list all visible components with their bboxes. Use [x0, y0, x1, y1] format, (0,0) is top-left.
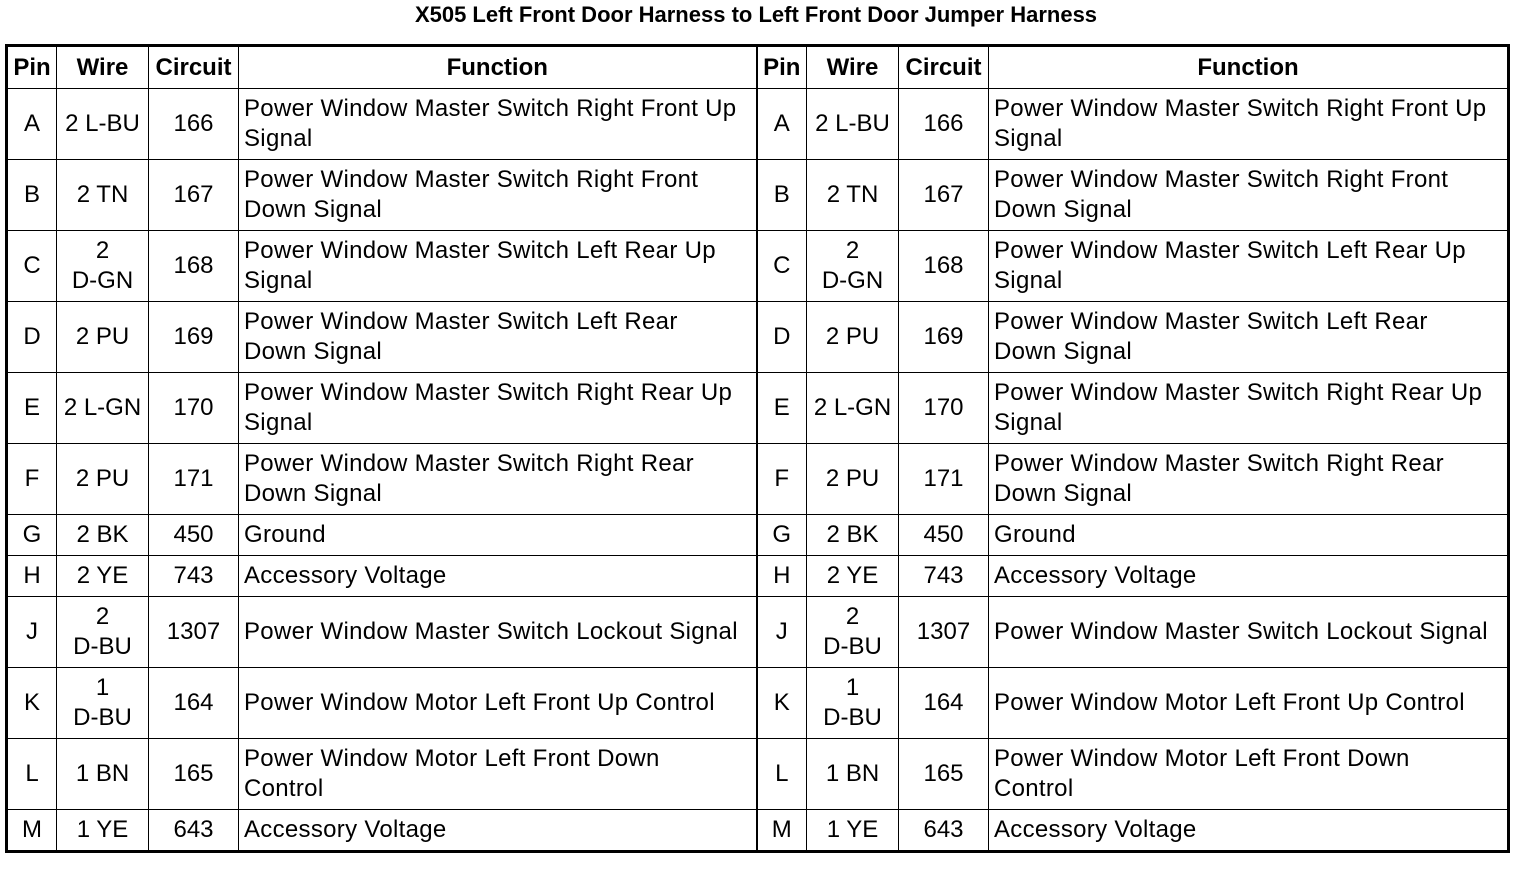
header-function: Function: [989, 46, 1509, 89]
pin-cell: M: [757, 810, 807, 852]
table-body: [7, 89, 1509, 852]
function-line: Down Signal: [994, 480, 1133, 507]
wire-line: D-GN: [821, 267, 884, 294]
function-cell: [239, 597, 757, 668]
wire-cell: [57, 515, 149, 556]
circuit-cell: 165: [899, 739, 989, 810]
wire-line: 2 L-GN: [813, 394, 892, 421]
wire-cell: [57, 668, 149, 739]
circuit-cell: 164: [149, 668, 239, 739]
function-line: Signal: [994, 409, 1063, 436]
wire-line: 2 L-GN: [63, 394, 142, 421]
circuit-cell: 165: [149, 739, 239, 810]
function-cell: [239, 302, 757, 373]
wire-cell: [807, 739, 899, 810]
pin-cell: D: [7, 302, 57, 373]
function-line: Control: [244, 775, 324, 802]
table-row: [7, 597, 1509, 668]
pin-cell: L: [757, 739, 807, 810]
function-cell: [239, 810, 757, 852]
function-cell: [989, 302, 1509, 373]
header-pin: Pin: [757, 46, 807, 89]
function-cell: [239, 444, 757, 515]
function-cell: [989, 515, 1509, 556]
wire-cell: [807, 444, 899, 515]
circuit-cell: 450: [149, 515, 239, 556]
pin-cell: G: [757, 515, 807, 556]
table-row: [7, 89, 1509, 160]
function-line: Down Signal: [994, 196, 1133, 223]
header-pin: Pin: [7, 46, 57, 89]
pin-cell: B: [757, 160, 807, 231]
pin-cell: D: [757, 302, 807, 373]
header-circuit: Circuit: [899, 46, 989, 89]
wire-cell: [57, 444, 149, 515]
wire-line: 2 BK: [76, 521, 129, 548]
circuit-cell: 164: [899, 668, 989, 739]
function-line: Down Signal: [244, 196, 383, 223]
wire-line: 1: [95, 674, 110, 701]
circuit-cell: 643: [899, 810, 989, 852]
table-row: [7, 373, 1509, 444]
pin-cell: J: [7, 597, 57, 668]
function-cell: [989, 810, 1509, 852]
header-row: [7, 46, 1509, 89]
function-line: Power Window Master Switch Right Rear: [244, 450, 694, 477]
function-cell: [989, 89, 1509, 160]
circuit-cell: 171: [899, 444, 989, 515]
wire-cell: [57, 597, 149, 668]
circuit-cell: 168: [149, 231, 239, 302]
wire-cell: [57, 739, 149, 810]
function-cell: [239, 739, 757, 810]
wire-cell: [807, 668, 899, 739]
circuit-cell: 170: [149, 373, 239, 444]
function-cell: [239, 556, 757, 597]
function-line: Signal: [994, 267, 1063, 294]
wire-cell: [57, 231, 149, 302]
wire-line: 2 BK: [826, 521, 879, 548]
wire-cell: [57, 160, 149, 231]
wire-line: 2: [845, 603, 860, 630]
circuit-cell: 168: [899, 231, 989, 302]
pinout-table: [5, 44, 1510, 853]
function-line: Signal: [244, 125, 313, 152]
pin-cell: H: [7, 556, 57, 597]
wire-line: 2 L-BU: [815, 110, 890, 137]
header-wire: Wire: [57, 46, 149, 89]
function-line: Power Window Motor Left Front Up Control: [994, 689, 1465, 716]
wire-line: D-BU: [73, 704, 132, 731]
wire-line: 2: [95, 237, 110, 264]
function-line: Power Window Master Switch Right Front Up: [994, 95, 1487, 122]
pin-cell: L: [7, 739, 57, 810]
circuit-cell: 1307: [899, 597, 989, 668]
function-line: Power Window Master Switch Right Rear: [994, 450, 1444, 477]
pin-cell: G: [7, 515, 57, 556]
wire-cell: [57, 556, 149, 597]
function-line: Power Window Master Switch Right Front Up: [244, 95, 737, 122]
wire-line: D-BU: [73, 633, 132, 660]
function-line: Power Window Master Switch Left Rear: [994, 308, 1428, 335]
function-line: Power Window Master Switch Right Front: [244, 166, 699, 193]
table-title: X505 Left Front Door Harness to Left Front Door Jumper Harness: [414, 2, 1098, 27]
wire-line: 1 BN: [825, 760, 880, 787]
table-row: [7, 231, 1509, 302]
function-line: Signal: [244, 409, 313, 436]
table-row: [7, 556, 1509, 597]
function-cell: [239, 89, 757, 160]
wire-line: D-GN: [71, 267, 134, 294]
wire-line: 2 L-BU: [65, 110, 140, 137]
function-line: Accessory Voltage: [244, 562, 447, 589]
function-line: Signal: [994, 125, 1063, 152]
circuit-cell: 743: [899, 556, 989, 597]
function-cell: [989, 739, 1509, 810]
function-line: Control: [994, 775, 1074, 802]
circuit-cell: 170: [899, 373, 989, 444]
wire-cell: [57, 89, 149, 160]
function-line: Power Window Master Switch Right Rear Up: [244, 379, 733, 406]
header-function: Function: [239, 46, 757, 89]
pin-cell: E: [7, 373, 57, 444]
wire-cell: [807, 810, 899, 852]
wire-cell: [57, 810, 149, 852]
function-line: Down Signal: [244, 338, 383, 365]
wire-line: 1 YE: [76, 816, 129, 843]
wire-line: 2 PU: [825, 323, 880, 350]
pin-cell: K: [757, 668, 807, 739]
wire-line: 1: [845, 674, 860, 701]
function-line: Ground: [244, 521, 326, 548]
header-wire: Wire: [807, 46, 899, 89]
wire-line: D-BU: [823, 704, 882, 731]
function-cell: [239, 160, 757, 231]
circuit-cell: 167: [899, 160, 989, 231]
circuit-cell: 169: [899, 302, 989, 373]
circuit-cell: 167: [149, 160, 239, 231]
function-line: Power Window Master Switch Lockout Signal: [244, 618, 738, 645]
function-line: Power Window Master Switch Left Rear Up: [244, 237, 716, 264]
table-row: [7, 160, 1509, 231]
function-line: Down Signal: [994, 338, 1133, 365]
function-line: Accessory Voltage: [994, 562, 1197, 589]
pin-cell: M: [7, 810, 57, 852]
function-line: Ground: [994, 521, 1076, 548]
wire-cell: [807, 597, 899, 668]
wire-line: 2: [845, 237, 860, 264]
function-cell: [989, 556, 1509, 597]
table-row: [7, 668, 1509, 739]
wire-cell: [807, 89, 899, 160]
pin-cell: B: [7, 160, 57, 231]
table-row: [7, 444, 1509, 515]
wire-line: 2: [95, 603, 110, 630]
circuit-cell: 166: [149, 89, 239, 160]
pin-cell: F: [757, 444, 807, 515]
wire-line: 2 PU: [825, 465, 880, 492]
wire-line: 2 PU: [75, 323, 130, 350]
wire-line: D-BU: [823, 633, 882, 660]
pin-cell: C: [7, 231, 57, 302]
function-cell: [239, 515, 757, 556]
function-cell: [989, 231, 1509, 302]
function-line: Power Window Motor Left Front Up Control: [244, 689, 715, 716]
pin-cell: J: [757, 597, 807, 668]
circuit-cell: 743: [149, 556, 239, 597]
wire-line: 1 BN: [75, 760, 130, 787]
function-cell: [989, 597, 1509, 668]
wire-cell: [807, 515, 899, 556]
table-row: [7, 302, 1509, 373]
wire-cell: [807, 302, 899, 373]
function-cell: [239, 231, 757, 302]
circuit-cell: 1307: [149, 597, 239, 668]
pin-cell: H: [757, 556, 807, 597]
wire-cell: [807, 231, 899, 302]
function-line: Power Window Master Switch Right Front: [994, 166, 1449, 193]
wire-line: 2 YE: [826, 562, 879, 589]
table-row: [7, 739, 1509, 810]
function-cell: [239, 668, 757, 739]
function-cell: [239, 373, 757, 444]
wire-cell: [807, 373, 899, 444]
pin-cell: E: [757, 373, 807, 444]
header-circuit: Circuit: [149, 46, 239, 89]
function-cell: [989, 444, 1509, 515]
pin-cell: A: [7, 89, 57, 160]
wire-line: 2 TN: [826, 181, 879, 208]
function-line: Signal: [244, 267, 313, 294]
function-line: Power Window Motor Left Front Down: [994, 745, 1410, 772]
wire-line: 2 TN: [76, 181, 129, 208]
circuit-cell: 166: [899, 89, 989, 160]
pin-cell: C: [757, 231, 807, 302]
table-row: [7, 810, 1509, 852]
wire-cell: [57, 373, 149, 444]
circuit-cell: 450: [899, 515, 989, 556]
pin-cell: A: [757, 89, 807, 160]
circuit-cell: 171: [149, 444, 239, 515]
function-cell: [989, 160, 1509, 231]
function-cell: [989, 668, 1509, 739]
function-line: Down Signal: [244, 480, 383, 507]
wire-line: 1 YE: [826, 816, 879, 843]
function-line: Power Window Master Switch Right Rear Up: [994, 379, 1483, 406]
wire-line: 2 YE: [76, 562, 129, 589]
function-cell: [989, 373, 1509, 444]
table-row: [7, 515, 1509, 556]
pin-cell: K: [7, 668, 57, 739]
wire-line: 2 PU: [75, 465, 130, 492]
pin-cell: F: [7, 444, 57, 515]
function-line: Power Window Master Switch Left Rear: [244, 308, 678, 335]
circuit-cell: 169: [149, 302, 239, 373]
wire-cell: [57, 302, 149, 373]
function-line: Accessory Voltage: [244, 816, 447, 843]
function-line: Power Window Master Switch Left Rear Up: [994, 237, 1466, 264]
function-line: Power Window Master Switch Lockout Signal: [994, 618, 1488, 645]
wire-cell: [807, 556, 899, 597]
circuit-cell: 643: [149, 810, 239, 852]
function-line: Accessory Voltage: [994, 816, 1197, 843]
function-line: Power Window Motor Left Front Down: [244, 745, 660, 772]
wire-cell: [807, 160, 899, 231]
